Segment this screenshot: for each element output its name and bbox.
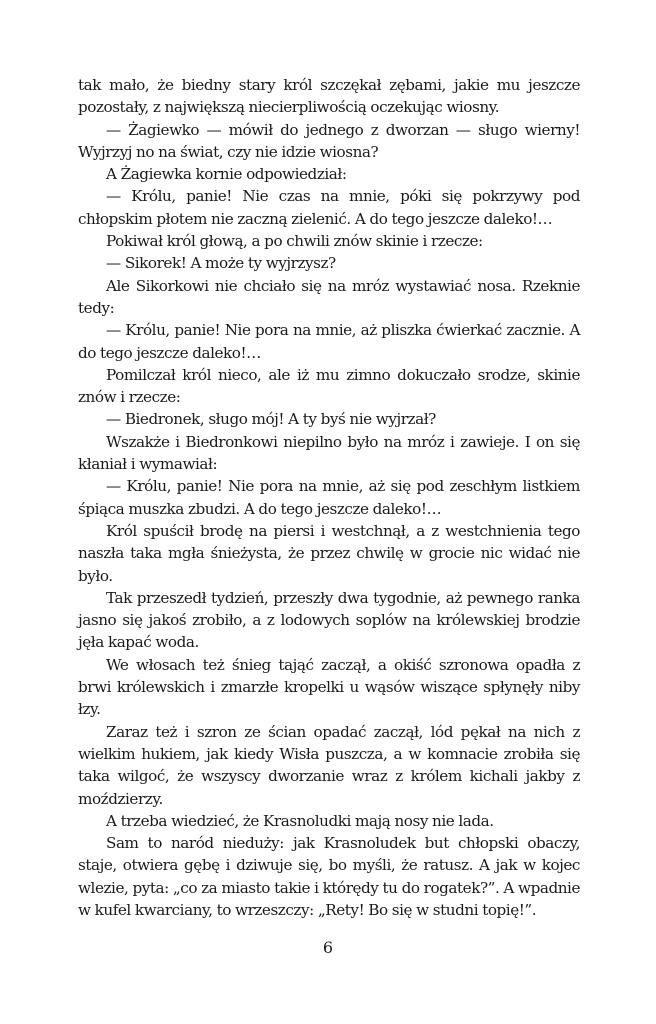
paragraph: tak mało, że biedny stary król szczękał zębami, jakie mu jeszcze pozostały, z największą niecierpliwością oczekując wiosny. (78, 76, 580, 117)
paragraph: Sam to naród nieduży: jak Krasnoludek but chłopski obaczy, staje, otwiera gębę i dziwuje się, bo myśli, że ratusz. A jak w kojec wlezie, pyta: „co za miasto takie i którędy tu do rogatek?”. A wpadnie w kufel kwarciany, to wrzeszczy: „Rety! Bo się w studni topię!”. (78, 834, 580, 919)
paragraph: Zaraz też i szron ze ścian opadać zaczął, lód pękał na nich z wielkim hukiem, jak kiedy Wisła puszcza, a w komnacie zrobiła się taka wilgoć, że wszyscy dworzanie wraz z królem kichali jakby z moździerzy. (78, 722, 580, 808)
page-number: 6 (322, 938, 334, 957)
paragraph: — Żagiewko — mówił do jednego z dworzan — sługo wierny! Wyjrzyj no na świat, czy nie idzie wiosna? (78, 120, 580, 161)
paragraph: A Żagiewka kornie odpowiedział: (106, 165, 347, 184)
paragraph: — Sikorek! A może ty wyjrzysz? (106, 254, 336, 273)
paragraph: Pokiwał król głową, a po chwili znów skinie i rzecze: (106, 232, 483, 251)
paragraph: A trzeba wiedzieć, że Krasnoludki mają nosy nie lada. (106, 811, 494, 830)
paragraph: — Królu, panie! Nie pora na mnie, aż pliszka ćwierkać zacznie. A do tego jeszcze daleko!… (78, 321, 580, 362)
paragraph: — Biedronek, sługo mój! A ty byś nie wyjrzał? (106, 410, 436, 429)
paragraph: — Królu, panie! Nie pora na mnie, aż się pod zeschłym listkiem śpiąca muszka zbudzi. A do tego jeszcze daleko!… (78, 477, 580, 518)
paragraph: Pomilczał król nieco, ale iż mu zimno dokuczało srodze, skinie znów i rzecze: (78, 365, 580, 407)
paragraph: Ale Sikorkowi nie chciało się na mróz wystawiać nosa. Rzeknie tedy: (78, 276, 580, 317)
paragraph: Tak przeszedł tydzień, przeszły dwa tygodnie, aż pewnego ranka jasno się jakoś zrobiło, a z lodowych soplów na królewskiej brodzie jęła kapać woda. (78, 588, 580, 652)
body-text (78, 74, 580, 921)
paragraph: Wszakże i Biedronkowi niepilno było na mróz i zawieje. I on się kłaniał i wymawiał: (78, 432, 580, 474)
paragraph: We włosach też śnieg tająć zaczął, a okiść szronowa opadła z brwi królewskich i zmarzłe kropelki u wąsów wiszące spłynęły niby łzy. (78, 655, 580, 719)
paragraph: Król spuścił brodę na piersi i westchnął, a z westchnienia tego naszła taka mgła śnieżysta, że przez chwilę w grocie nic widać nie było. (78, 521, 580, 585)
paragraph: — Królu, panie! Nie czas na mnie, póki się pokrzywy pod chłopskim płotem nie zaczną zielenić. A do tego jeszcze daleko!… (78, 187, 580, 228)
